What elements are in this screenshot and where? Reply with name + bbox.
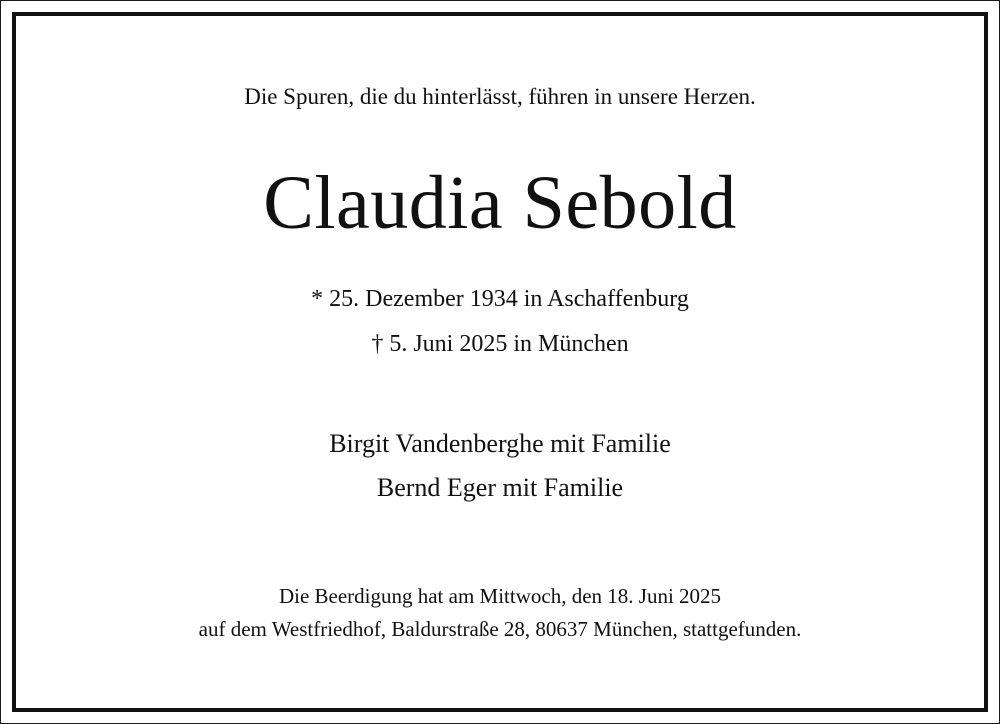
funeral-info-line: Die Beerdigung hat am Mittwoch, den 18. Juni 2025 [278, 584, 722, 608]
deceased-name: Claudia Sebold [263, 161, 737, 245]
birth-date: * 25. Dezember 1934 in Aschaffenburg [311, 286, 689, 312]
motto-text: Die Spuren, die du hinterlässt, führen in unsere Herzen. [244, 84, 756, 109]
mourner-line: Bernd Eger mit Familie [376, 473, 624, 502]
funeral-info-line: auf dem Westfriedhof, Baldurstraße 28, 80637 München, stattgefunden. [198, 617, 802, 641]
death-date: † 5. Juni 2025 in München [371, 331, 629, 357]
mourner-line: Birgit Vandenberghe mit Familie [329, 429, 671, 458]
